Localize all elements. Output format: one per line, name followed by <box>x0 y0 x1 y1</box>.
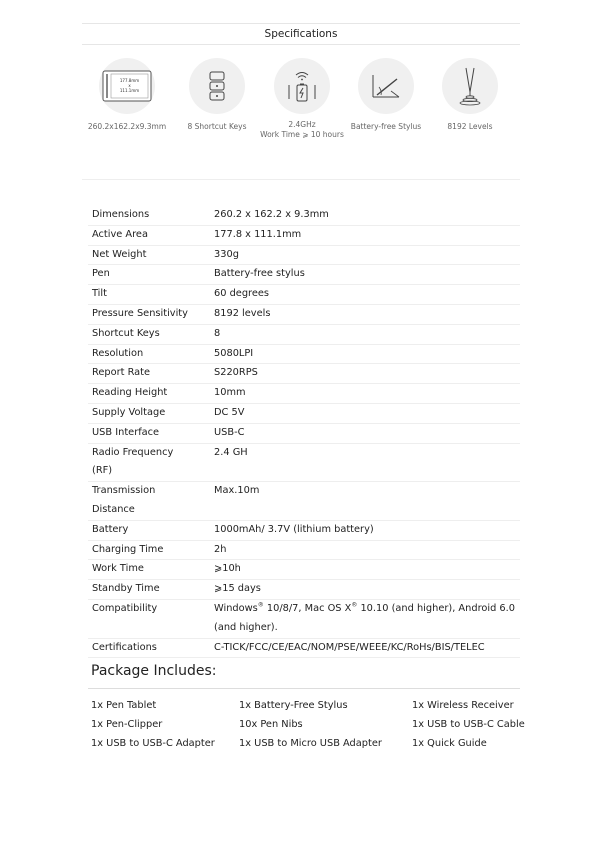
table-row <box>88 344 520 364</box>
spec-table <box>88 206 520 658</box>
spec-value: 2h <box>214 540 520 560</box>
spec-key: Active Area <box>88 225 214 245</box>
spec-value: USB-C <box>214 423 520 443</box>
spec-key: Supply Voltage <box>88 403 214 423</box>
spec-value: 5080LPI <box>214 344 520 364</box>
spec-key-line2: Distance <box>92 503 135 515</box>
table-row <box>88 265 520 285</box>
list-item: 1x Quick Guide <box>412 738 487 749</box>
spec-key: Report Rate <box>88 364 214 384</box>
feature-caption: 8 Shortcut Keys <box>187 122 247 131</box>
spec-key <box>88 482 214 521</box>
spec-key: Shortcut Keys <box>88 324 214 344</box>
feature-pressure <box>425 58 515 132</box>
spec-value: 260.2 x 162.2 x 9.3mm <box>214 206 520 225</box>
spec-key-line1: Radio Frequency <box>92 446 174 458</box>
feature-icons <box>82 58 520 148</box>
list-item: 1x Pen Tablet <box>91 700 157 711</box>
feature-caption <box>257 120 347 140</box>
spec-value: 8192 levels <box>214 304 520 324</box>
list-item: 10x Pen Nibs <box>239 719 303 730</box>
list-item: 1x Wireless Receiver <box>412 700 514 711</box>
package-title: Package Includes: <box>91 663 217 679</box>
list-item: 1x Battery-Free Stylus <box>239 700 348 711</box>
feature-wireless <box>257 58 347 140</box>
spec-key: Charging Time <box>88 540 214 560</box>
table-row <box>88 560 520 580</box>
feature-caption-line1: 2.4GHz <box>288 120 316 129</box>
stylus-tilt-icon <box>358 58 414 114</box>
package-divider <box>88 688 520 689</box>
spec-value: 2.4 GH <box>214 443 520 482</box>
spec-value: 330g <box>214 245 520 265</box>
compat-macos: 10/8/7, Mac OS X <box>263 602 352 614</box>
feature-caption: 260.2x162.2x9.3mm <box>87 122 167 131</box>
feature-dimensions <box>82 58 172 132</box>
tablet-size-icon <box>99 58 155 114</box>
spec-key: Pressure Sensitivity <box>88 304 214 324</box>
pressure-levels-icon <box>442 58 498 114</box>
feature-caption: 8192 Levels <box>447 122 493 131</box>
feature-shortcut-keys <box>172 58 262 132</box>
spec-key <box>88 443 214 482</box>
table-row <box>88 482 520 521</box>
spec-value-line2: (and higher). <box>214 621 278 633</box>
spec-value: C-TICK/FCC/CE/EAC/NOM/PSE/WEEE/KC/RoHs/BIS/TELEC <box>214 638 520 658</box>
spec-value: 10mm <box>214 384 520 404</box>
spec-key: Resolution <box>88 344 214 364</box>
feature-stylus <box>341 58 431 132</box>
spec-key: Certifications <box>88 638 214 658</box>
feature-caption-line2: Work Time ⩾ 10 hours <box>260 130 344 139</box>
spec-key-line2: (RF) <box>92 465 113 477</box>
shortcut-keys-icon <box>189 58 245 114</box>
list-item: 1x USB to USB-C Adapter <box>91 738 215 749</box>
table-row <box>88 540 520 560</box>
table-row <box>88 638 520 658</box>
spec-key: Tilt <box>88 285 214 305</box>
table-row <box>88 206 520 225</box>
spec-value: Battery-free stylus <box>214 265 520 285</box>
spec-header <box>82 23 520 45</box>
spec-key: Compatibility <box>88 599 214 638</box>
spec-key: Battery <box>88 520 214 540</box>
registered-mark: ® <box>257 601 264 609</box>
spec-value <box>214 599 520 638</box>
spec-key: Net Weight <box>88 245 214 265</box>
table-row <box>88 324 520 344</box>
spec-value: 1000mAh/ 3.7V (lithium battery) <box>214 520 520 540</box>
table-row <box>88 384 520 404</box>
spec-value: Max.10m <box>214 482 520 521</box>
table-row <box>88 443 520 482</box>
spec-key-line1: Transmission <box>92 485 156 497</box>
spec-value: ⩾15 days <box>214 580 520 600</box>
table-row <box>88 580 520 600</box>
table-row <box>88 304 520 324</box>
spec-key: Standby Time <box>88 580 214 600</box>
spec-key: Work Time <box>88 560 214 580</box>
spec-key: USB Interface <box>88 423 214 443</box>
table-row <box>88 245 520 265</box>
spec-value-line1 <box>214 600 520 619</box>
spec-key: Reading Height <box>88 384 214 404</box>
list-item: 1x USB to Micro USB Adapter <box>239 738 382 749</box>
table-row <box>88 423 520 443</box>
spec-title: Specifications <box>264 28 338 40</box>
table-row <box>88 520 520 540</box>
list-item: 1x USB to USB-C Cable <box>412 719 525 730</box>
compat-android: 10.10 (and higher), Android 6.0 <box>357 602 516 614</box>
tablet-inner-label-1: 177.8mm <box>119 78 140 83</box>
feature-caption: Battery-free Stylus <box>350 122 422 131</box>
tablet-inner-label-2: x <box>128 83 131 88</box>
spec-key: Dimensions <box>88 206 214 225</box>
wireless-battery-icon <box>274 58 330 114</box>
table-row <box>88 599 520 638</box>
spec-value: 177.8 x 111.1mm <box>214 225 520 245</box>
spec-value: S220RPS <box>214 364 520 384</box>
compat-windows: Windows <box>214 602 258 614</box>
list-item: 1x Pen-Clipper <box>91 719 163 730</box>
spec-value: ⩾10h <box>214 560 520 580</box>
table-row <box>88 225 520 245</box>
spec-key: Pen <box>88 265 214 285</box>
table-row <box>88 285 520 305</box>
section-divider <box>82 179 520 180</box>
spec-value: DC 5V <box>214 403 520 423</box>
registered-mark: ® <box>351 601 358 609</box>
table-row <box>88 403 520 423</box>
table-row <box>88 364 520 384</box>
tablet-inner-label-3: 111.1mm <box>119 88 140 93</box>
spec-value: 60 degrees <box>214 285 520 305</box>
spec-value: 8 <box>214 324 520 344</box>
